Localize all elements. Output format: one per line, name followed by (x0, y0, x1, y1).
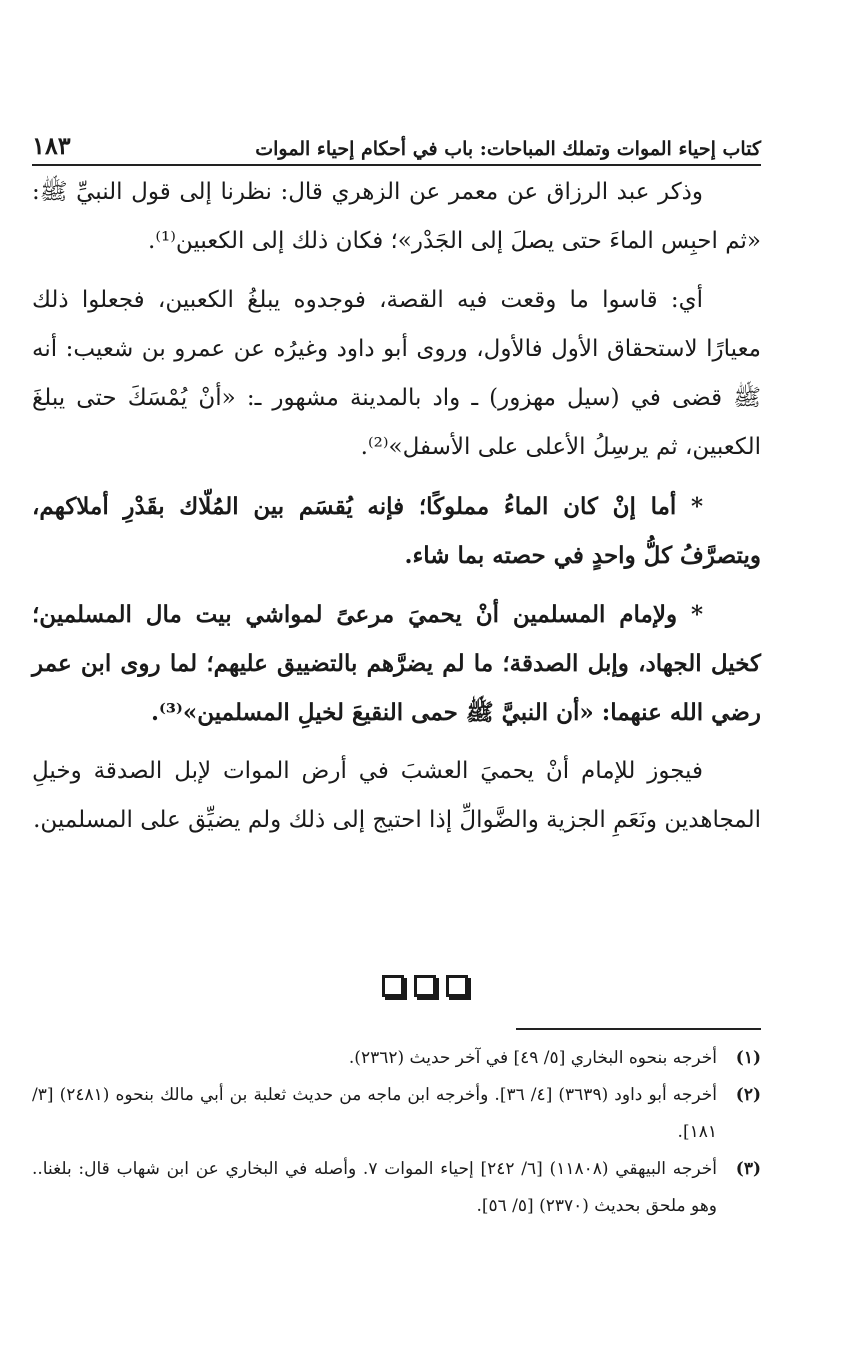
paragraph: * أما إنْ كان الماءُ مملوكًا؛ فإنه يُقسَم بين المُلّاك بقَدْرِ أملاكهم، ويتصرَّفُ كلُّ واحدٍ في حصته بما شاء. (32, 493, 761, 569)
footnote-text: أخرجه البيهقي (١١٨٠٨) [٦/ ٢٤٢] إحياء الموات ٧. وأصله في البخاري عن ابن شهاب قال: بلغنا.. وهو ملحق بحديث (٢٣٧٠) [٥/ ٥٦]. (32, 1159, 717, 1216)
ornament-square-icon (414, 975, 436, 997)
footnote-text: أخرجه أبو داود (٣٦٣٩) [٤/ ٣٦]. وأخرجه ابن ماجه من حديث ثعلبة بن أبي مالك بنحوه (٢٤٨١) [٣/ ١٨١]. (32, 1085, 718, 1142)
paragraph: أي: قاسوا ما وقعت فيه القصة، فوجدوه يبلغُ الكعبين، فجعلوا ذلك معيارًا لاستحقاق الأول فالأول، وروى أبو داود وغيرُه عن عمرو بن شعيب: أنه ﷺ قضى في (سيل مهزور) ـ واد بالمدينة مشهور ـ: «أنْ يُمْسَكَ حتى يبلغَ الكعبين، ثم يرسِلُ الأعلى على الأسفل»⁽²⁾. (32, 287, 761, 460)
footnotes (32, 1040, 761, 1225)
ornament-square-icon (382, 975, 404, 997)
paragraph: وذكر عبد الرزاق عن معمر عن الزهري قال: نظرنا إلى قول النبيِّ ﷺ: «ثم احبِس الماءَ حتى يصلَ إلى الجَدْر»؛ فكان ذلك إلى الكعبين⁽¹⁾. (32, 179, 761, 254)
main-text (32, 168, 761, 855)
section-end-ornament (0, 966, 849, 1006)
page-header (32, 112, 761, 166)
footnote-number: (٢) (735, 1085, 761, 1105)
paragraph: * ولإمام المسلمين أنْ يحميَ مرعىً لمواشي بيت مال المسلمين؛ كخيل الجهاد، وإبل الصدقة؛ ما لم يضرَّهم بالتضييق عليهم؛ لما روى ابن عمر رضي الله عنهما: «أن النبيَّ ﷺ حمى النقيعَ لخيلِ المسلمين»⁽³⁾. (32, 601, 761, 726)
footnote-text: أخرجه بنحوه البخاري [٥/ ٤٩] في آخر حديث (٢٣٦٢). (348, 1048, 717, 1068)
page-number: ١٨٣ (32, 131, 71, 160)
footnote-number: (٣) (735, 1159, 761, 1179)
footnote (32, 1151, 761, 1225)
footnote-separator (516, 1028, 761, 1030)
footnote (32, 1040, 761, 1077)
running-title: كتاب إحياء الموات وتملك المباحات: باب في أحكام إحياء الموات (255, 138, 761, 160)
ornament-square-icon (446, 975, 468, 997)
paragraph: فيجوز للإمام أنْ يحميَ العشبَ في أرض الموات لإبل الصدقة وخيلِ المجاهدين ونَعَمِ الجزية والضَّوالِّ إذا احتيج إلى ذلك ولم يضيِّق على المسلمين. (32, 758, 761, 833)
footnote-number: (١) (735, 1048, 761, 1068)
footnote (32, 1077, 761, 1151)
